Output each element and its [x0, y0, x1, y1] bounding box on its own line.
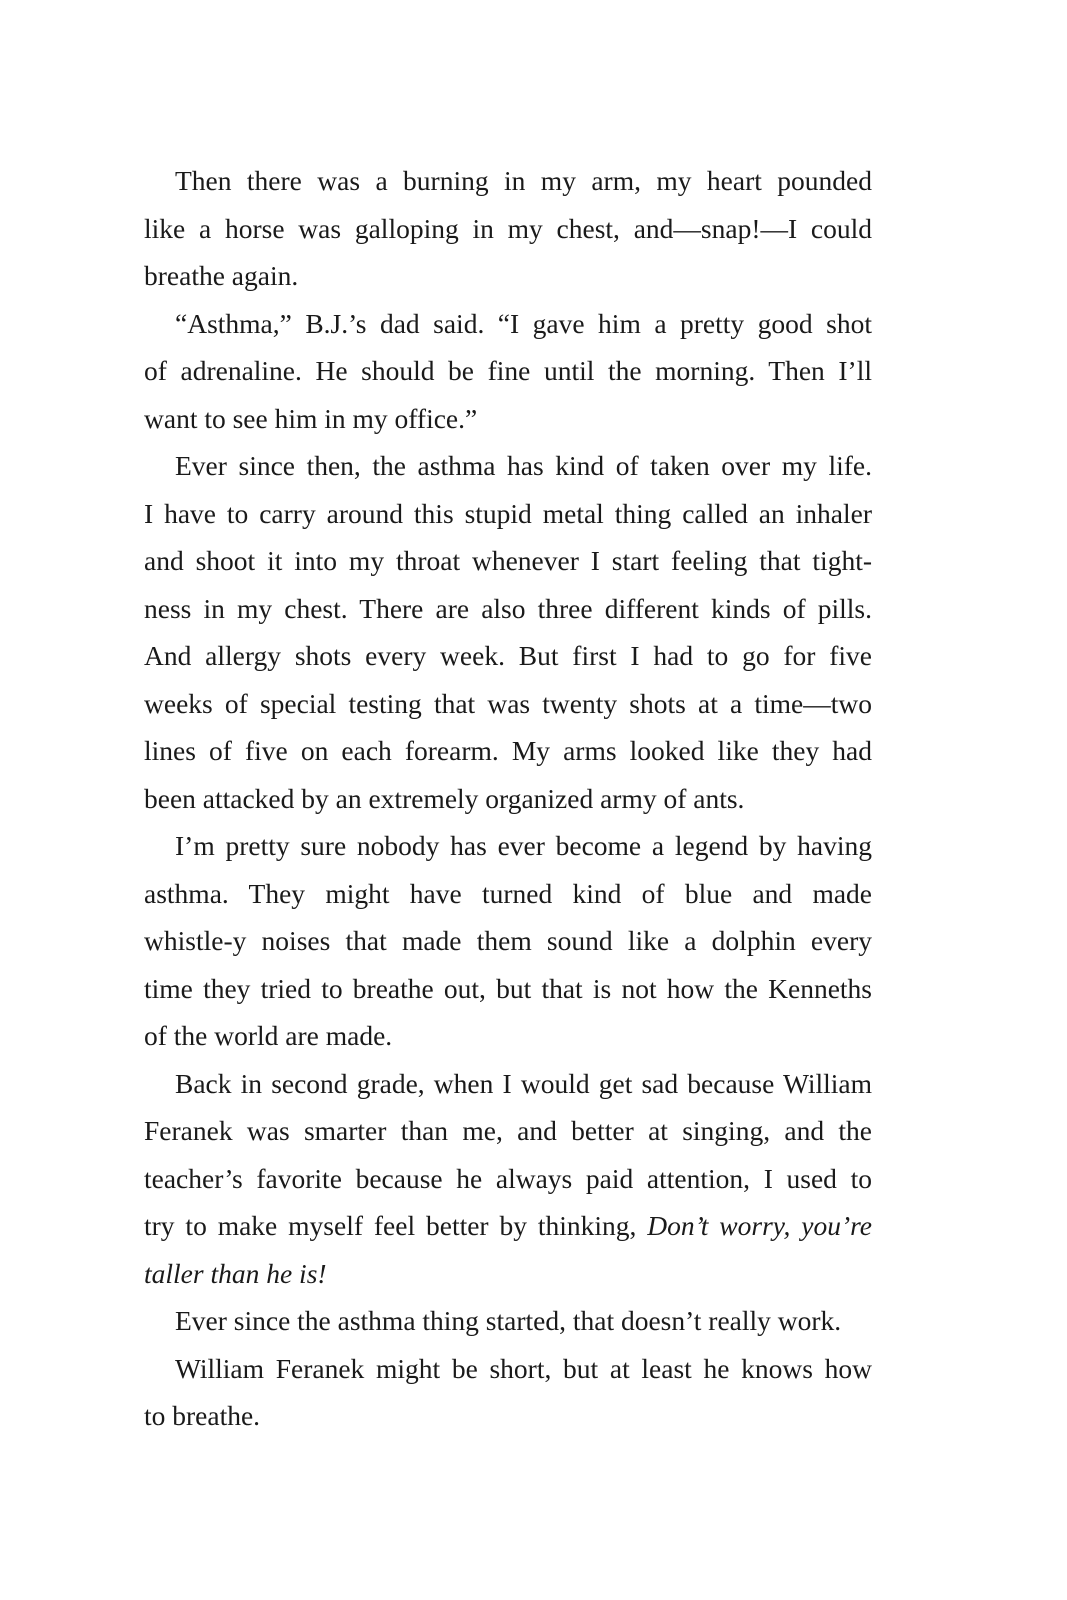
- paragraph-1-line-2: like a horse was galloping in my chest, and—snap!—I could: [144, 212, 872, 244]
- paragraph-4-line-3: whistle-y noises that made them sound like a dolphin every: [144, 925, 872, 956]
- paragraph-3-line-1: Ever since then, the asthma has kind of taken over my life.: [175, 450, 872, 481]
- paragraph-5-line-2: Feranek was smarter than me, and better at singing, and the: [144, 1115, 872, 1146]
- paragraph-2-line-1: “Asthma,” B.J.’s dad said. “I gave him a pretty good shot: [175, 307, 872, 339]
- paragraph-4-line-5: of the world are made.: [144, 1020, 393, 1051]
- paragraph-7-line-1: William Feranek might be short, but at least he knows how: [175, 1352, 872, 1384]
- paragraph-5-line-4: [144, 1202, 872, 1250]
- body-text: [144, 157, 872, 1440]
- paragraph-5-line-4-plain: try to make myself feel better by thinking,: [144, 1210, 648, 1241]
- paragraph-6-line-1: Ever since the asthma thing started, that doesn’t really work.: [175, 1305, 842, 1336]
- paragraph-2-line-2: of adrenaline. He should be fine until the morning. Then I’ll: [144, 355, 872, 386]
- paragraph-1-line-1: Then there was a burning in my arm, my heart pounded: [175, 165, 872, 196]
- paragraph-5-line-4-italic: Don’t worry, you’re: [647, 1210, 872, 1241]
- paragraph-3-line-5: And allergy shots every week. But first I had to go for five: [144, 640, 872, 671]
- paragraph-7-line-2: to breathe.: [144, 1400, 261, 1431]
- paragraph-5-line-3: teacher’s favorite because he always paid attention, I used to: [144, 1162, 872, 1194]
- paragraph-3-line-8: been attacked by an extremely organized army of ants.: [144, 782, 745, 814]
- paragraph-5-line-5: [144, 1250, 872, 1298]
- paragraph-4-line-4: time they tried to breathe out, but that is not how the Kenneths: [144, 972, 872, 1004]
- paragraph-4-line-2: asthma. They might have turned kind of blue and made: [144, 877, 872, 909]
- paragraph-3-line-6: weeks of special testing that was twenty shots at a time—two: [144, 687, 872, 719]
- paragraph-5-line-5-italic: taller than he is!: [144, 1257, 327, 1289]
- paragraph-3-line-3: and shoot it into my throat whenever I start feeling that tight-: [144, 545, 872, 576]
- paragraph-5-line-1: Back in second grade, when I would get sad because William: [175, 1067, 872, 1099]
- paragraph-3-line-2: I have to carry around this stupid metal thing called an inhaler: [144, 497, 872, 529]
- paragraph-4-line-1: I’m pretty sure nobody has ever become a legend by having: [175, 830, 872, 861]
- paragraph-1-line-3: breathe again.: [144, 260, 299, 291]
- paragraph-3-line-7: lines of five on each forearm. My arms looked like they had: [144, 735, 872, 766]
- paragraph-3-line-4: ness in my chest. There are also three different kinds of pills.: [144, 592, 872, 624]
- paragraph-2-line-3: want to see him in my office.”: [144, 402, 478, 434]
